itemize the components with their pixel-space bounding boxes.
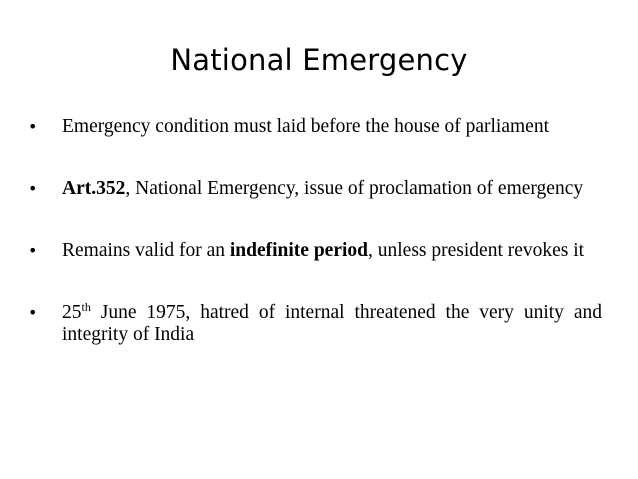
bullet-text: June 1975, hatred of internal threatened the very unity and integrity of India: [62, 302, 602, 345]
bullet-dot-icon: •: [28, 241, 38, 260]
bullet-item-3: [28, 240, 602, 262]
bullet-dot-icon: •: [28, 303, 38, 322]
bullet-text-after: , unless president revokes it: [368, 240, 585, 261]
bullet-text: Emergency condition must laid before the house of parliament: [62, 116, 549, 137]
bullet-dot-icon: •: [28, 117, 38, 136]
ordinal-suffix: th: [81, 300, 91, 314]
article-reference: Art.352: [62, 178, 126, 199]
bullet-item-2: [28, 178, 602, 200]
bullet-text: , National Emergency, issue of proclamation of emergency: [125, 178, 584, 199]
date-day: 25: [62, 302, 82, 323]
slide-title: National Emergency: [170, 43, 468, 77]
bullet-list: [28, 116, 602, 346]
bullet-item-1: [28, 116, 602, 138]
bullet-item-4: [28, 302, 602, 346]
emphasis-text: indefinite period: [229, 240, 369, 261]
bullet-text-before: Remains valid for an: [62, 240, 230, 261]
bullet-dot-icon: •: [28, 179, 38, 198]
